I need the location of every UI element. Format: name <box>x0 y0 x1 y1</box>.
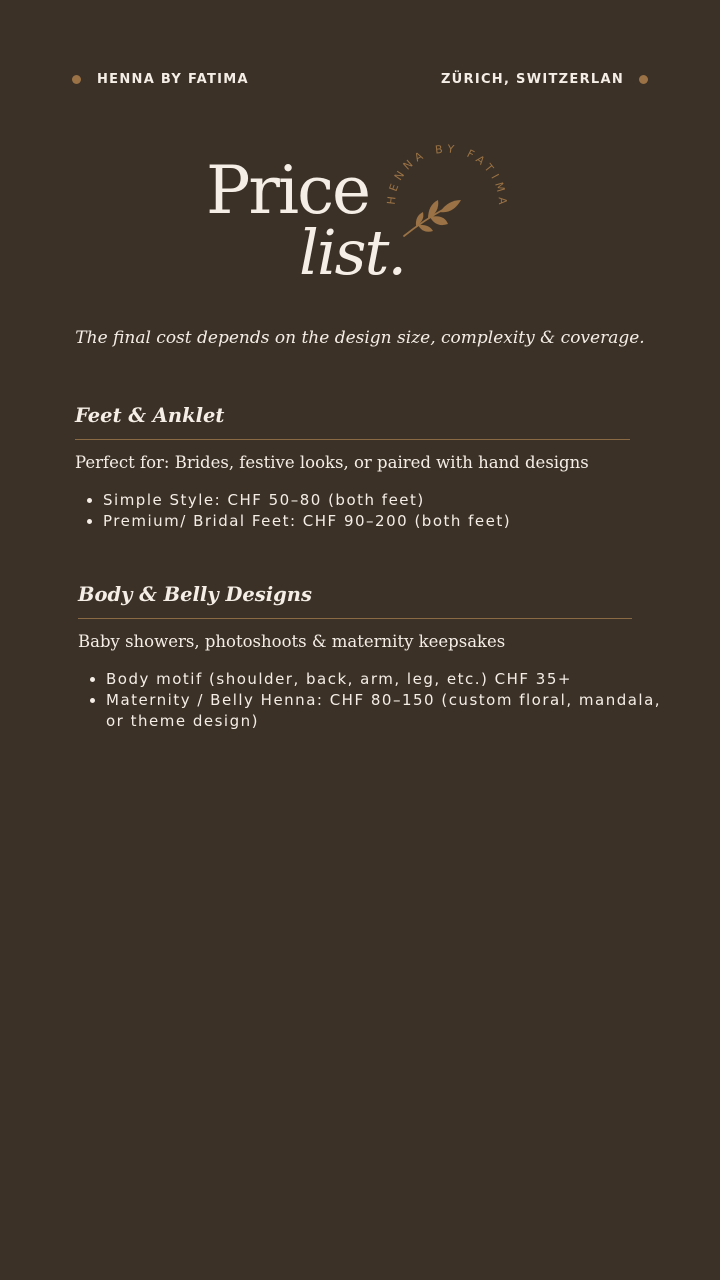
leaf-sprig-icon <box>404 200 461 236</box>
list-item: • Premium/ Bridal Feet: CHF 90–200 (both feet) <box>103 511 511 532</box>
pricing-note: The final cost depends on the design size, complexity & coverage. <box>75 328 645 348</box>
henna-seal-logo <box>382 142 512 272</box>
brand-name: HENNA BY FATIMA <box>97 72 249 87</box>
section-divider <box>78 618 632 619</box>
section-subtitle-body: Baby showers, photoshoots & maternity keepsakes <box>78 632 506 651</box>
section-title-feet: Feet & Anklet <box>75 404 225 427</box>
page-title-price: Price <box>206 152 370 229</box>
header-dot-left <box>72 75 81 84</box>
section-divider <box>75 439 630 440</box>
section-subtitle-feet: Perfect for: Brides, festive looks, or paired with hand designs <box>75 453 589 472</box>
section-title-body: Body & Belly Designs <box>78 583 312 606</box>
header-dot-right <box>639 75 648 84</box>
price-list-feet <box>75 490 511 532</box>
location-text: ZÜRICH, SWITZERLAN <box>440 72 624 87</box>
price-list-body <box>78 669 666 732</box>
list-item: • Simple Style: CHF 50–80 (both feet) <box>103 490 511 511</box>
list-item: • Maternity / Belly Henna: CHF 80–150 (custom floral, mandala, or theme design) <box>106 690 666 732</box>
page-title-list: list. <box>299 216 406 289</box>
svg-text:HENNA BY FATIMA: HENNA BY FATIMA <box>384 142 510 210</box>
list-item: • Body motif (shoulder, back, arm, leg, etc.) CHF 35+ <box>106 669 666 690</box>
